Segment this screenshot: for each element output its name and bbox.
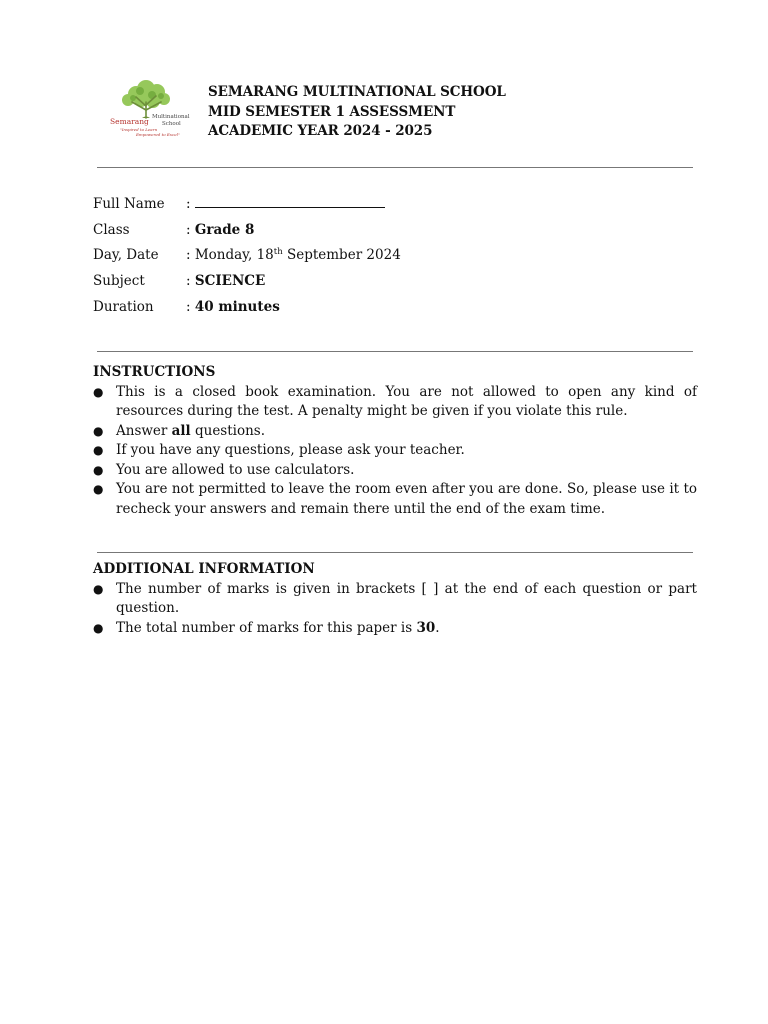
instructions-title: INSTRUCTIONS — [93, 364, 216, 380]
additional-info-title: ADDITIONAL INFORMATION — [93, 561, 315, 577]
list-item: ● The total number of marks for this paper is 30. — [93, 619, 697, 639]
additional-info-list — [93, 580, 697, 639]
subject-label: Subject — [93, 273, 145, 290]
duration-label: Duration — [93, 298, 154, 315]
tree-logo-icon — [106, 80, 190, 140]
list-item: ● You are allowed to use calculators. — [93, 461, 697, 481]
bullet-icon: ● — [93, 443, 104, 457]
date-label: Day, Date — [93, 247, 159, 264]
duration-value: : 40 minutes — [186, 298, 280, 315]
instructions-list — [93, 383, 697, 520]
instructions-section — [93, 363, 697, 519]
full-name-value: : — [186, 196, 385, 212]
list-item: ● If you have any questions, please ask your teacher. — [93, 441, 697, 461]
bullet-icon: ● — [93, 581, 104, 596]
divider — [97, 351, 693, 352]
divider — [97, 167, 693, 168]
bullet-icon: ● — [93, 462, 104, 477]
bullet-icon: ● — [93, 482, 104, 496]
academic-year: ACADEMIC YEAR 2024 - 2025 — [208, 123, 433, 139]
school-header — [208, 83, 506, 142]
list-item: ● You are not permitted to leave the room even after you are done. So, please use it to recheck your answers and remain there until the end of the exam time. — [93, 481, 697, 517]
full-name-label: Full Name — [93, 196, 165, 212]
bullet-icon: ● — [93, 384, 104, 399]
school-name: SEMARANG MULTINATIONAL SCHOOL — [208, 84, 506, 100]
additional-info-section — [93, 560, 697, 638]
full-name-blank[interactable] — [195, 196, 385, 208]
svg-text:"Inspired to Learn: "Inspired to Learn — [120, 127, 158, 132]
svg-text:School: School — [162, 121, 181, 127]
list-item: ● Answer all questions. — [93, 422, 697, 442]
divider — [97, 552, 693, 553]
class-label: Class — [93, 221, 130, 238]
svg-text:Empowered to Excel": Empowered to Excel" — [136, 132, 180, 137]
list-item: ● This is a closed book examination. You are not allowed to open any kind of resources during the test. A penalty might be given if you violate this rule. — [93, 383, 697, 419]
subject-value: : SCIENCE — [186, 273, 266, 290]
list-item: ● The number of marks is given in brackets [ ] at the end of each question or part question. — [93, 580, 697, 616]
bullet-icon: ● — [93, 423, 104, 438]
date-value: : Monday, 18th September 2024 — [186, 247, 401, 264]
bullet-icon: ● — [93, 620, 104, 635]
svg-text:Semarang: Semarang — [110, 117, 149, 126]
school-logo — [106, 80, 190, 140]
svg-text:Multinational: Multinational — [152, 114, 190, 120]
assessment-title: MID SEMESTER 1 ASSESSMENT — [208, 103, 456, 120]
class-value: : Grade 8 — [186, 221, 255, 238]
